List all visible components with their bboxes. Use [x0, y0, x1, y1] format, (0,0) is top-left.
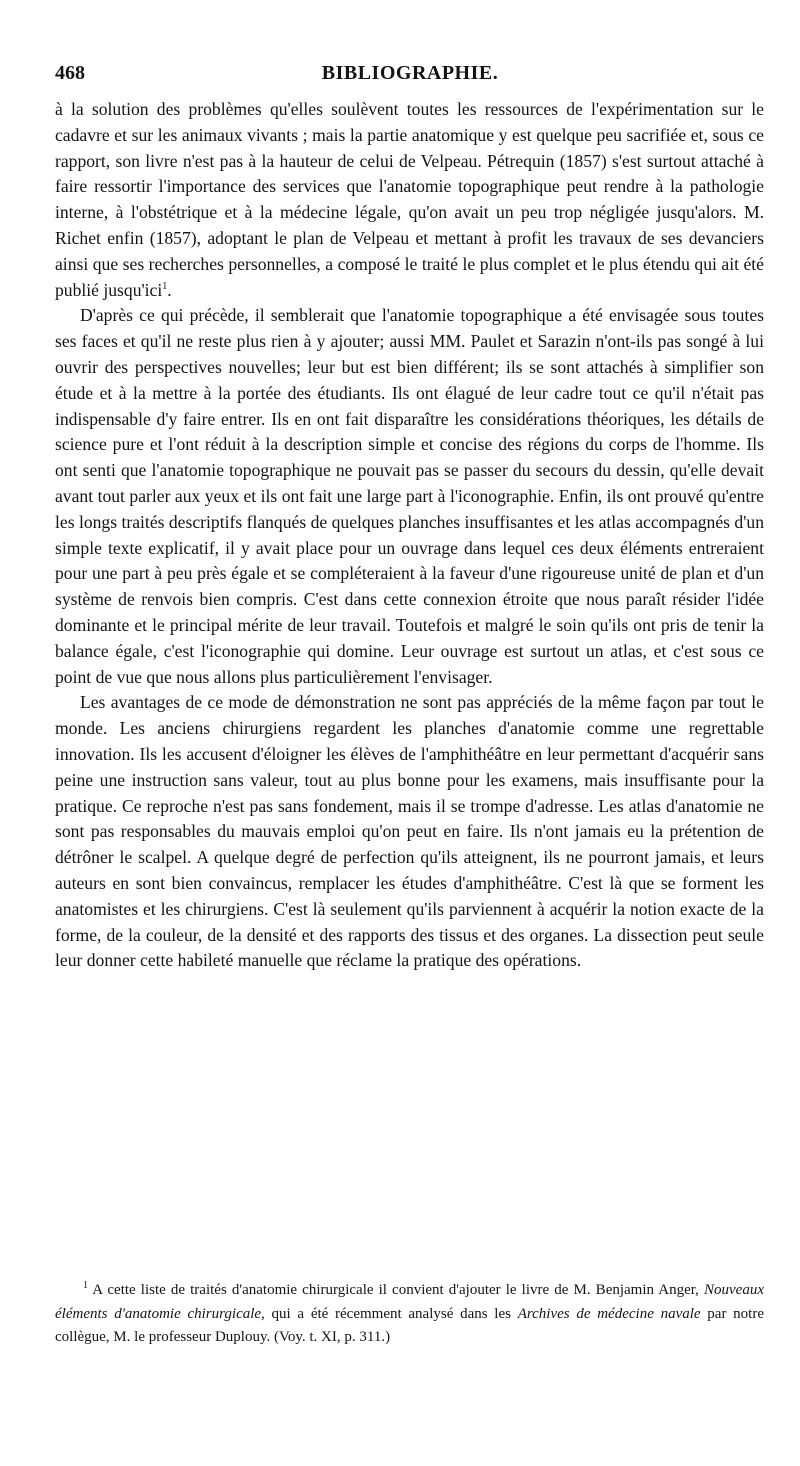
paragraph-2: D'après ce qui précède, il semblerait que l'anatomie topographique a été envisagée sous toutes ses faces et qu'il ne reste plus rien à y ajouter; aussi MM. Paulet et Sarazin n'ont-ils pas songé à lui ouvrir des perspectives nouvelles; leur but est bien différent; ils se sont attachés à simplifier son étude et à la mettre à la portée des étudiants. Ils ont élagué de leur cadre tout ce qu'il n'était pas indispensable d'y faire entrer. Ils en ont fait disparaître les considérations théoriques, les détails de science pure et l'ont réduit à la description simple et concise des régions du corps de l'homme. Ils ont senti que l'anatomie topographique ne pouvait pas se passer du secours du dessin, qu'elle devait avant tout parler aux yeux et ils ont fait une large part à l'iconographie. Enfin, ils ont prouvé qu'entre les longs traités descriptifs flanqués de quelques planches insuffisantes et les atlas accompagnés d'un simple texte explicatif, il y avait place pour un ouvrage dans lequel ces deux éléments entreraient pour une part à peu près égale et se compléteraient à la faveur d'une rigoureuse unité de plan et d'un système de renvois bien compris. C'est dans cette connexion étroite que nous paraît résider l'idée dominante et le principal mérite de leur travail. Toutefois et malgré le soin qu'ils ont pris de tenir la balance égale, c'est l'iconographie qui domine. Leur ouvrage est surtout un atlas, et c'est sous ce point de vue que nous allons plus particulièrement l'envisager. — [55, 305, 764, 687]
footnote-text-2: qui a été récemment analysé dans les — [264, 1305, 518, 1322]
paragraph-3: Les avantages de ce mode de démonstration ne sont pas appréciés de la même façon par tout le monde. Les anciens chirurgiens regardent les planches d'anatomie comme une regrettable innovation. Ils les accusent d'éloigner les élèves de l'amphithéâtre en leur permettant d'acquérir sans peine une instruction sans valeur, tout au plus bonne pour les examens, mais insuffisante pour la pratique. Ce reproche n'est pas sans fondement, mais il se trompe d'adresse. Les atlas d'anatomie ne sont pas responsables du mauvais emploi qu'on peut en faire. Ils n'ont jamais eu la prétention de détrôner le scalpel. A quelque degré de perfection qu'ils atteignent, ils ne pourront jamais, et leurs auteurs en sont bien convaincus, remplacer les études d'amphithéâtre. C'est là que se forment les anatomistes et les chirurgiens. C'est là seulement qu'ils parviennent à acquérir la notion exacte de la forme, de la couleur, de la densité et des rapports des tissus et des organes. La dissection peut seule leur donner cette habileté manuelle que réclame la pratique des opérations. — [55, 692, 764, 971]
footnote — [55, 1279, 764, 1350]
footnote-journal-title: Archives de médecine navale — [517, 1305, 701, 1322]
footnote-text-3: par notre collègue, M. le professeur Duplouy. (Voy. t. XI, p. 311.) — [55, 1305, 764, 1345]
page-number: 468 — [55, 62, 85, 84]
running-title: BIBLIOGRAPHIE. — [321, 62, 499, 84]
footnote-reference[interactable]: 1 — [162, 280, 168, 292]
footnote-book-title: Nouveaux éléments d'anatomie chirurgicale, — [55, 1282, 764, 1322]
footnote-mark: 1 — [83, 1280, 88, 1291]
paragraph-1-tail: . — [167, 279, 172, 300]
body-text — [55, 97, 764, 974]
page-header — [55, 62, 765, 92]
paragraph-1-text: à la solution des problèmes qu'elles soulèvent toutes les ressources de l'expérimentation sur le cadavre et sur les animaux vivants ; mais la partie anatomique y est quelque peu sacrifiée et, sous ce rapport, son livre n'est pas à la hauteur de celui de Velpeau. Pétrequin (1857) s'est surtout attaché à faire ressortir l'importance des services que l'anatomie topographique peut rendre à la pathologie interne, à l'obstétrique et à la médecine légale, qu'on avait un peu trop négligée jusqu'alors. M. Richet enfin (1857), adoptant le plan de Velpeau et mettant à profit les travaux de ses devanciers ainsi que ses recherches personnelles, a composé le traité le plus complet et le plus étendu qui ait été publié jusqu'ici — [55, 99, 764, 300]
paragraph-1 — [55, 97, 764, 303]
footnote-text-1: A cette liste de traités d'anatomie chirurgicale il convient d'ajouter le livre de M. Benjamin Anger, — [92, 1282, 705, 1298]
